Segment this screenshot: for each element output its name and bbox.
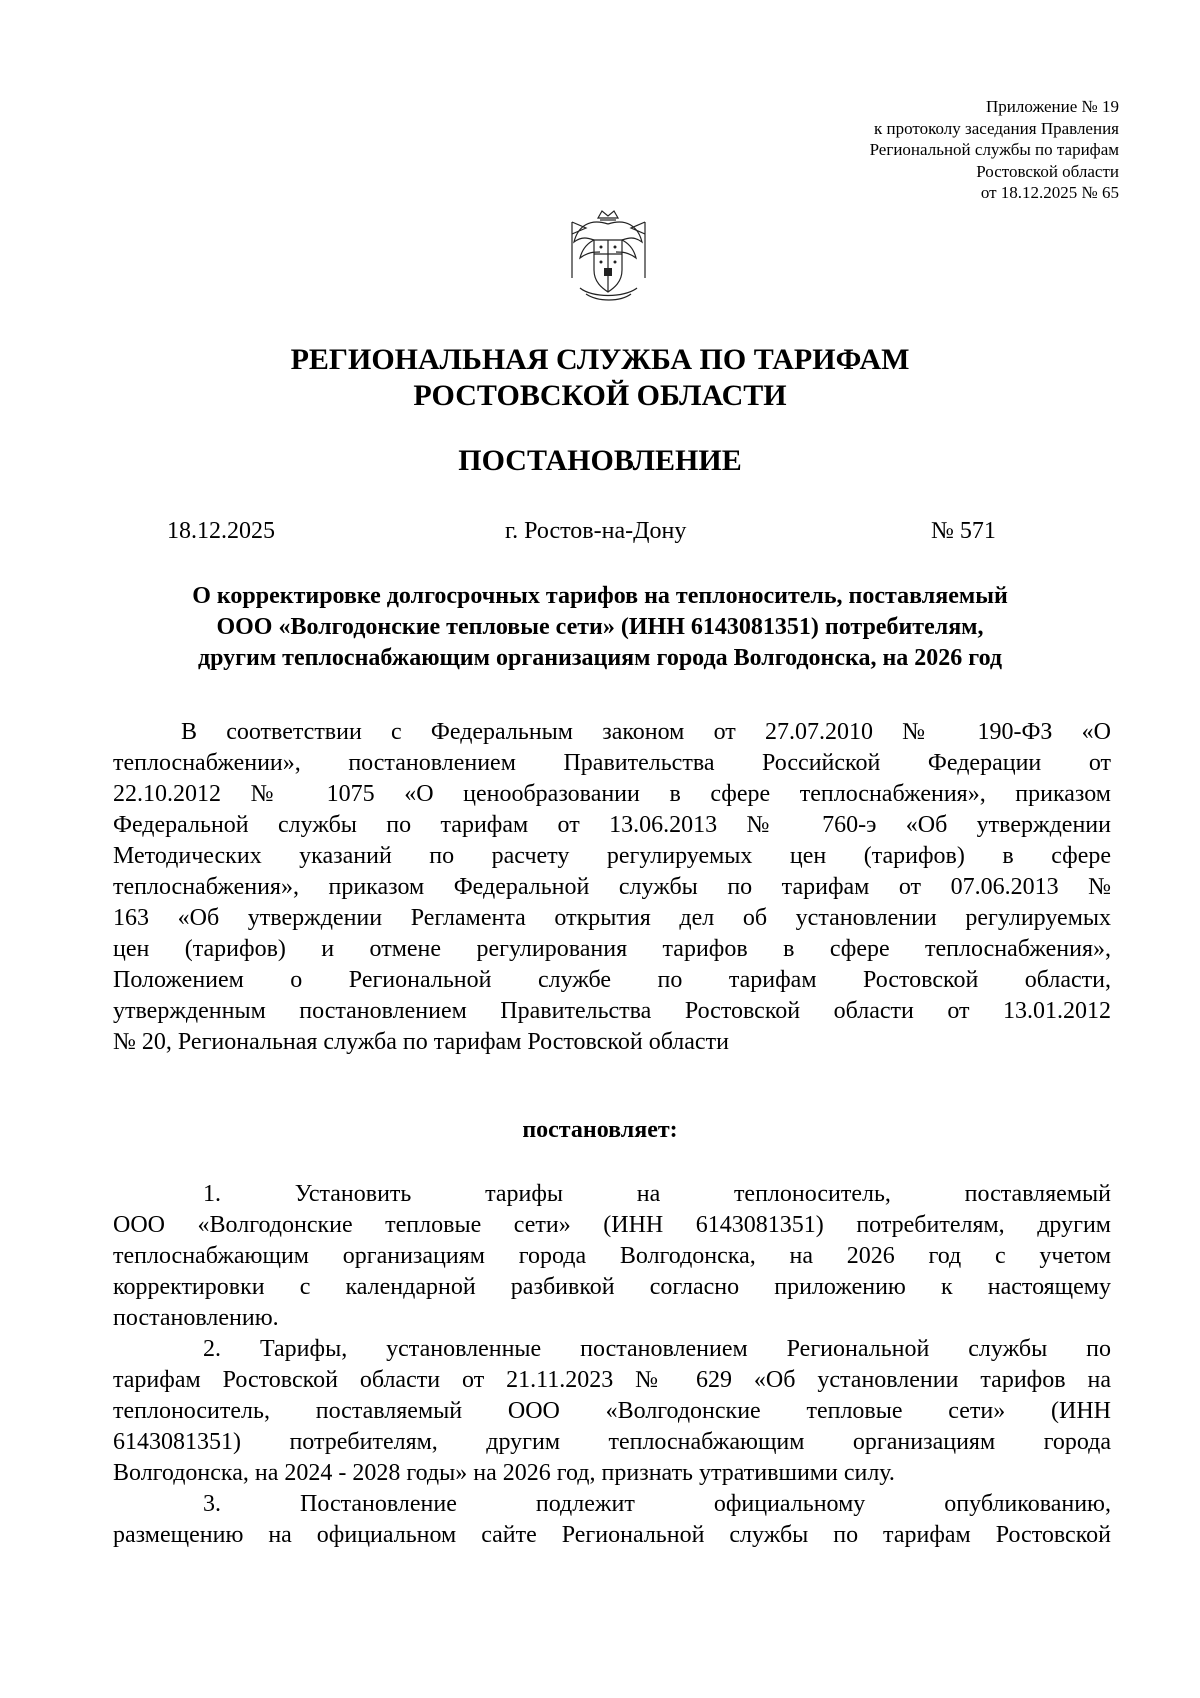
document-subject (0, 581, 1200, 674)
agency-line: РЕГИОНАЛЬНАЯ СЛУЖБА ПО ТАРИФАМ (290, 343, 910, 376)
annex-line: Региональной службы по тарифам (869, 140, 1119, 159)
text-line: 22.10.2012 № 1075 «О ценообразовании в сфере теплоснабжения», приказом (113, 781, 1111, 807)
agency-line: РОСТОВСКОЙ ОБЛАСТИ (413, 379, 787, 412)
coat-of-arms-icon (560, 208, 657, 303)
resolution-items (113, 1179, 1111, 1551)
resolves-heading: постановляет: (522, 1117, 678, 1143)
preamble-paragraph (113, 717, 1111, 1058)
item-line: 3. Постановление подлежит официальному опубликованию, (203, 1491, 1111, 1517)
item-line: размещению на официальном сайте Региональной службы по тарифам Ростовской (113, 1522, 1111, 1548)
text-line: утвержденным постановлением Правительства Ростовской области от 13.01.2012 (113, 998, 1111, 1024)
annex-line: Ростовской области (976, 161, 1119, 181)
text-line: 163 «Об утверждении Регламента открытия дел об установлении регулируемых (113, 905, 1111, 931)
text-line: теплоснабжении», постановлением Правительства Российской Федерации от (113, 750, 1111, 776)
subject-line: О корректировке долгосрочных тарифов на теплоноситель, поставляемый (192, 583, 1008, 609)
subject-line: другим теплоснабжающим организациям города Волгодонска, на 2026 год (197, 645, 1003, 671)
document-city: г. Ростов-на-Дону (505, 518, 687, 544)
subject-line: ООО «Волгодонские тепловые сети» (ИНН 6143081351) потребителям, (216, 614, 984, 640)
document-number: № 571 (931, 518, 996, 544)
item-line: постановлению. (113, 1305, 279, 1331)
item-line: теплоноситель, поставляемый ООО «Волгодонские тепловые сети» (ИНН (113, 1398, 1111, 1424)
document-date: 18.12.2025 (167, 518, 275, 544)
annex-note (870, 96, 1119, 204)
text-line: теплоснабжения», приказом Федеральной службы по тарифам от 07.06.2013 № (113, 874, 1111, 900)
item-line: 2. Тарифы, установленные постановлением Региональной службы по (203, 1336, 1111, 1362)
text-line: цен (тарифов) и отмене регулирования тарифов в сфере теплоснабжения», (113, 936, 1111, 962)
text-line: № 20, Региональная служба по тарифам Ростовской области (113, 1029, 729, 1055)
text-line: В соответствии с Федеральным законом от 27.07.2010 № 190-ФЗ «О (181, 719, 1111, 745)
annex-line: Приложение № 19 (986, 97, 1119, 116)
item-line: тарифам Ростовской области от 21.11.2023 № 629 «Об установлении тарифов на (113, 1367, 1111, 1393)
item-line: Волгодонска, на 2024 - 2028 годы» на 2026 год, признать утратившими силу. (113, 1460, 895, 1486)
text-line: Федеральной службы по тарифам от 13.06.2013 № 760-э «Об утверждении (113, 812, 1111, 838)
item-line: ООО «Волгодонские тепловые сети» (ИНН 6143081351) потребителям, другим (113, 1212, 1111, 1238)
item-line: 6143081351) потребителям, другим теплоснабжающим организациям города (113, 1429, 1111, 1455)
text-line: Методических указаний по расчету регулируемых цен (тарифов) в сфере (113, 843, 1111, 869)
annex-line: от 18.12.2025 № 65 (980, 183, 1119, 202)
item-line: корректировки с календарной разбивкой согласно приложению к настоящему (113, 1274, 1111, 1300)
agency-name (0, 342, 1200, 414)
text-line: Положением о Региональной службе по тарифам Ростовской области, (113, 967, 1111, 993)
document-type-title: ПОСТАНОВЛЕНИЕ (458, 444, 742, 477)
annex-line: к протоколу заседания Правления (874, 118, 1119, 138)
item-line: 1. Установить тарифы на теплоноситель, поставляемый (203, 1181, 1111, 1207)
item-line: теплоснабжающим организациям города Волгодонска, на 2026 год с учетом (113, 1243, 1111, 1269)
